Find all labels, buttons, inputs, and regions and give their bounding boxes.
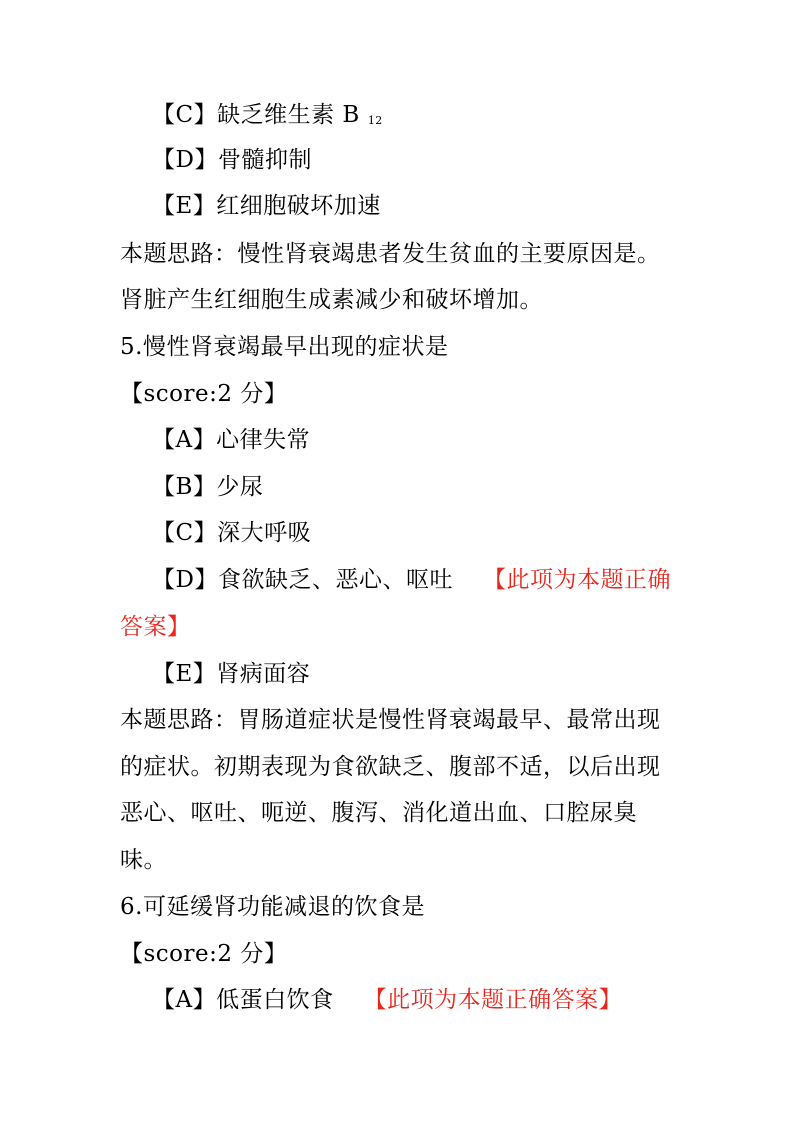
q5-option-d-text: 【D】食欲缺乏、恶心、呕吐 xyxy=(152,567,453,593)
q4-explanation-line-2: 肾脏产生红细胞生成素减少和破坏增加。 xyxy=(120,287,543,313)
q5-title: 5.慢性肾衰竭最早出现的症状是 xyxy=(120,334,449,360)
q5-option-a: 【A】心律失常 xyxy=(152,427,311,453)
q4-option-c-text: 【C】缺乏维生素 B xyxy=(152,102,360,128)
q6-option-a xyxy=(152,985,622,1015)
q6-title: 6.可延缓肾功能减退的饮食是 xyxy=(120,894,425,920)
q5-explanation-line-4: 味。 xyxy=(120,847,167,873)
q6-option-a-text: 【A】低蛋白饮食 xyxy=(152,987,334,1013)
q4-explanation-line-1: 本题思路：慢性肾衰竭患者发生贫血的主要原因是。 xyxy=(120,241,661,267)
q6-score: 【score:2 分】 xyxy=(120,941,288,967)
q5-correct-answer-mark-continued: 答案】 xyxy=(120,614,191,640)
q4-option-c xyxy=(152,100,383,136)
q4-option-c-subscript: 12 xyxy=(367,114,383,127)
q5-option-d xyxy=(152,565,671,595)
q5-score: 【score:2 分】 xyxy=(120,381,288,407)
q5-correct-answer-mark: 【此项为本题正确 xyxy=(482,567,671,593)
q5-explanation-line-2: 的症状。初期表现为食欲缺乏、腹部不适，以后出现 xyxy=(120,754,661,780)
q4-option-d: 【D】骨髓抑制 xyxy=(152,147,312,173)
q5-option-e: 【E】肾病面容 xyxy=(152,661,311,687)
q4-option-e: 【E】红细胞破坏加速 xyxy=(152,193,381,219)
q5-explanation-line-1: 本题思路：胃肠道症状是慢性肾衰竭最早、最常出现 xyxy=(120,707,661,733)
q6-correct-answer-mark: 【此项为本题正确答案】 xyxy=(363,987,623,1013)
q5-explanation-line-3: 恶心、呕吐、呃逆、腹泻、消化道出血、口腔尿臭 xyxy=(120,800,637,826)
q5-option-c: 【C】深大呼吸 xyxy=(152,520,312,546)
q5-option-b: 【B】少尿 xyxy=(152,474,264,500)
